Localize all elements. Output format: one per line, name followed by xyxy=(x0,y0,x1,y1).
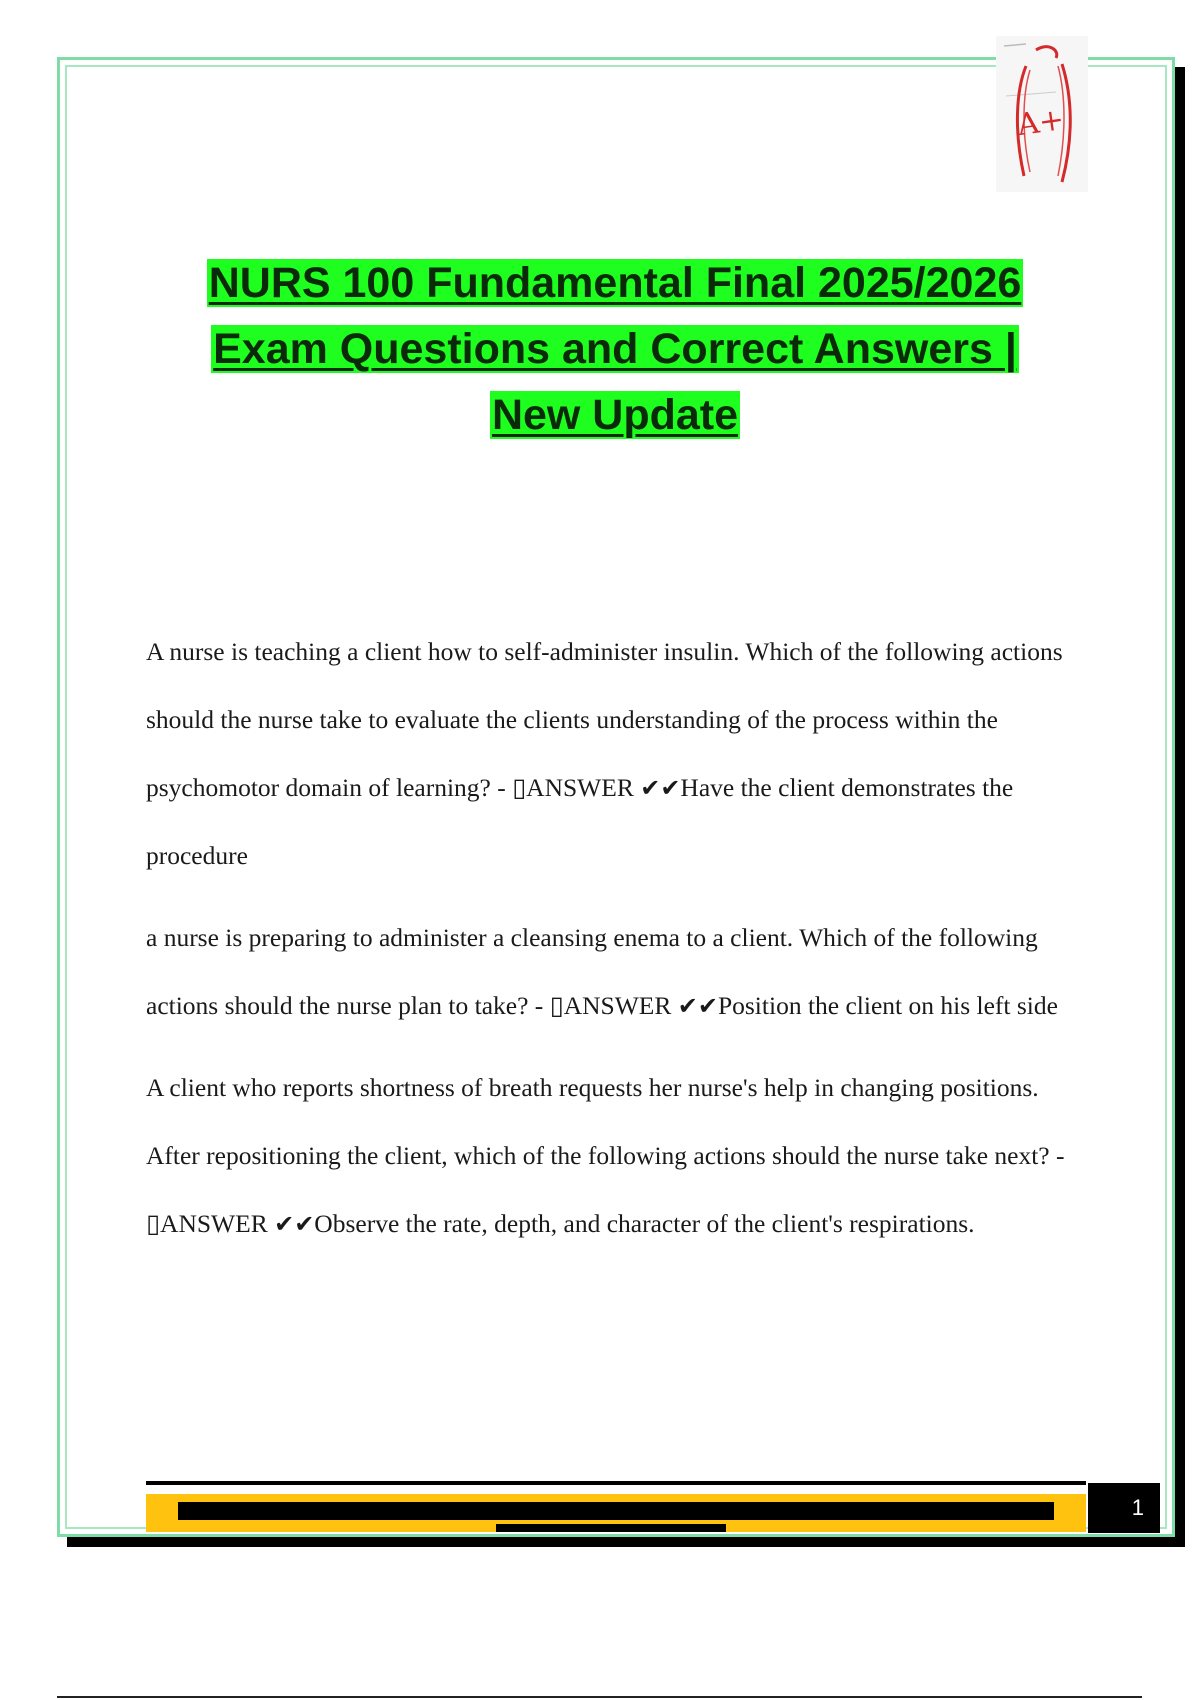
stamp-text: A+ xyxy=(1015,102,1067,144)
qa-item-2 xyxy=(146,904,1086,1040)
document-body xyxy=(146,618,1086,1272)
answer-text: Observe the rate, depth, and character of the client's respirations. xyxy=(314,1209,975,1238)
question-text: a nurse is preparing to administer a cleansing enema to a client. Which of the following actions should the nurse plan to take? - xyxy=(146,923,1038,1020)
question-text: A nurse is teaching a client how to self-administer insulin. Which of the following actions should the nurse take to evaluate the clients understanding of the process within the psychomotor domain of learning? - xyxy=(146,637,1063,802)
double-check-icon: ✔✔ xyxy=(640,774,681,802)
qa-item-3 xyxy=(146,1054,1086,1258)
answer-marker: ▯ANSWER xyxy=(549,991,672,1020)
double-check-icon: ✔✔ xyxy=(677,992,718,1020)
footer-bar-tab xyxy=(496,1524,726,1532)
bottom-rule xyxy=(57,1696,1142,1698)
footer-bar-stripe xyxy=(178,1502,1054,1520)
question-text: A client who reports shortness of breath requests her nurse's help in changing positions. After repositioning the client, which of the following actions should the nurse take next? - xyxy=(146,1073,1065,1170)
answer-marker: ▯ANSWER xyxy=(146,1209,268,1238)
grade-a-plus-icon xyxy=(996,36,1088,192)
title-line-2: Exam Questions and Correct Answers | xyxy=(213,325,1017,373)
title-line-1: NURS 100 Fundamental Final 2025/2026 xyxy=(208,259,1022,307)
qa-item-1 xyxy=(146,618,1086,890)
answer-marker: ▯ANSWER xyxy=(512,773,634,802)
grade-stamp-logo xyxy=(996,36,1088,192)
document-title xyxy=(150,250,1080,448)
answer-text: Have the client demonstrates the procedure xyxy=(146,773,1014,870)
double-check-icon: ✔✔ xyxy=(274,1210,315,1238)
footer-rule xyxy=(146,1481,1086,1485)
title-line-3: New Update xyxy=(491,391,739,439)
footer-bar xyxy=(146,1494,1086,1532)
answer-text: Position the client on his left side xyxy=(717,991,1058,1020)
page-number: 1 xyxy=(1088,1483,1160,1533)
